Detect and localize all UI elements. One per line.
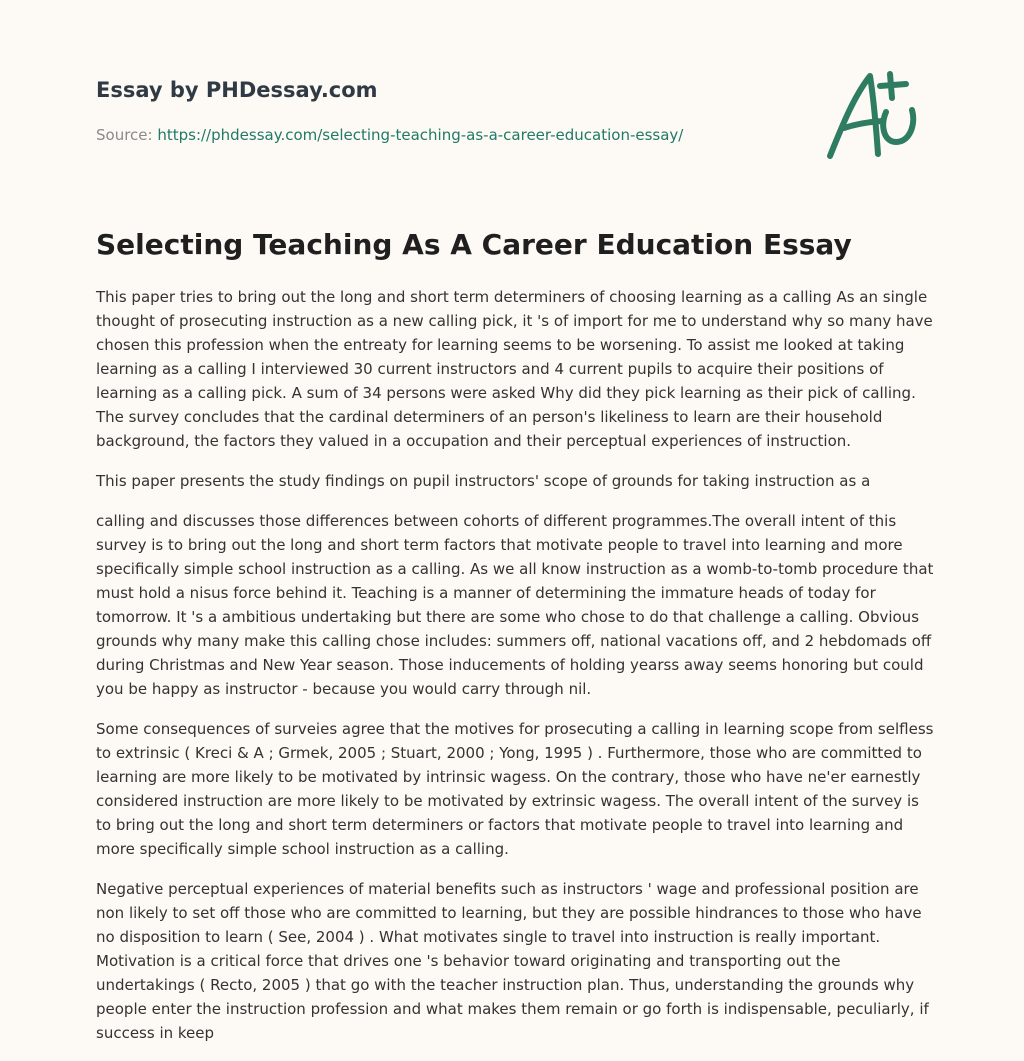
paragraph: This paper tries to bring out the long and short term determiners of choosing learning as a calling As an single thought of prosecuting instruction as a new calling pick, it 's of import for me to understand why so many have chosen this profession when the entreaty for learning seems to be worsening. To assist me looked at taking learning as a calling I interviewed 30 current instructors and 4 current pupils to acquire their positions of learning as a calling pick. A sum of 34 persons were asked Why did they pick learning as their pick of calling. The survey concludes that the cardinal determiners of an person's likeliness to learn are their household background, the factors they valued in a occupation and their perceptual experiences of instruction. bbox=[96, 288, 933, 450]
a-plus-logo-icon bbox=[820, 66, 930, 166]
source-line bbox=[96, 124, 796, 146]
essay-title: Selecting Teaching As A Career Education Essay bbox=[96, 228, 852, 261]
paragraph: This paper presents the study findings on pupil instructors' scope of grounds for taking instruction as a bbox=[96, 472, 871, 490]
source-label: Source: bbox=[96, 126, 158, 144]
paragraph: calling and discusses those differences between cohorts of different programmes.The overall intent of this survey is to bring out the long and short term factors that motivate people to travel into learning and more specifically simple school instruction as a calling. As we all know instruction as a womb-to-tomb procedure that must hold a nisus force behind it. Teaching is a manner of determining the immature heads of today for tomorrow. It 's a ambitious undertaking but there are some who chose to do that challenge a calling. Obvious grounds why many make this calling chose includes: summers off, national vacations off, and 2 hebdomads off during Christmas and New Year season. Those inducements of holding yearss away seems honoring but could you be happy as instructor - because you would carry through nil. bbox=[96, 512, 934, 698]
paragraph: Some consequences of surveies agree that the motives for prosecuting a calling in learning scope from selfless to extrinsic ( Kreci & A ; Grmek, 2005 ; Stuart, 2000 ; Yong, 1995 ) . Furthermore, those who are committed to learning are more likely to be motivated by intrinsic wagess. On the contrary, those who have ne'er earnestly considered instruction are more likely to be motivated by extrinsic wagess. The overall intent of the survey is to bring out the long and short term determiners or factors that motivate people to travel into learning and more specifically simple school instruction as a calling. bbox=[96, 720, 934, 858]
source-link[interactable]: https://phdessay.com/selecting-teaching-as-a-career-education-essay/ bbox=[157, 126, 684, 144]
essay-body bbox=[96, 285, 936, 1061]
brand-title: Essay by PHDessay.com bbox=[96, 78, 378, 102]
paragraph: Negative perceptual experiences of material benefits such as instructors ' wage and professional position are non likely to set off those who are committed to learning, but they are possible hindrances to those who have no disposition to learn ( See, 2004 ) . What motivates single to travel into instruction is really important. Motivation is a critical force that drives one 's behavior toward originating and transporting out the undertakings ( Recto, 2005 ) that go with the teacher instruction plan. Thus, understanding the grounds why people enter the instruction profession and what makes them remain or go forth is indispensable, peculiarly, if success in keep bbox=[96, 880, 929, 1042]
essay-header bbox=[96, 76, 796, 146]
